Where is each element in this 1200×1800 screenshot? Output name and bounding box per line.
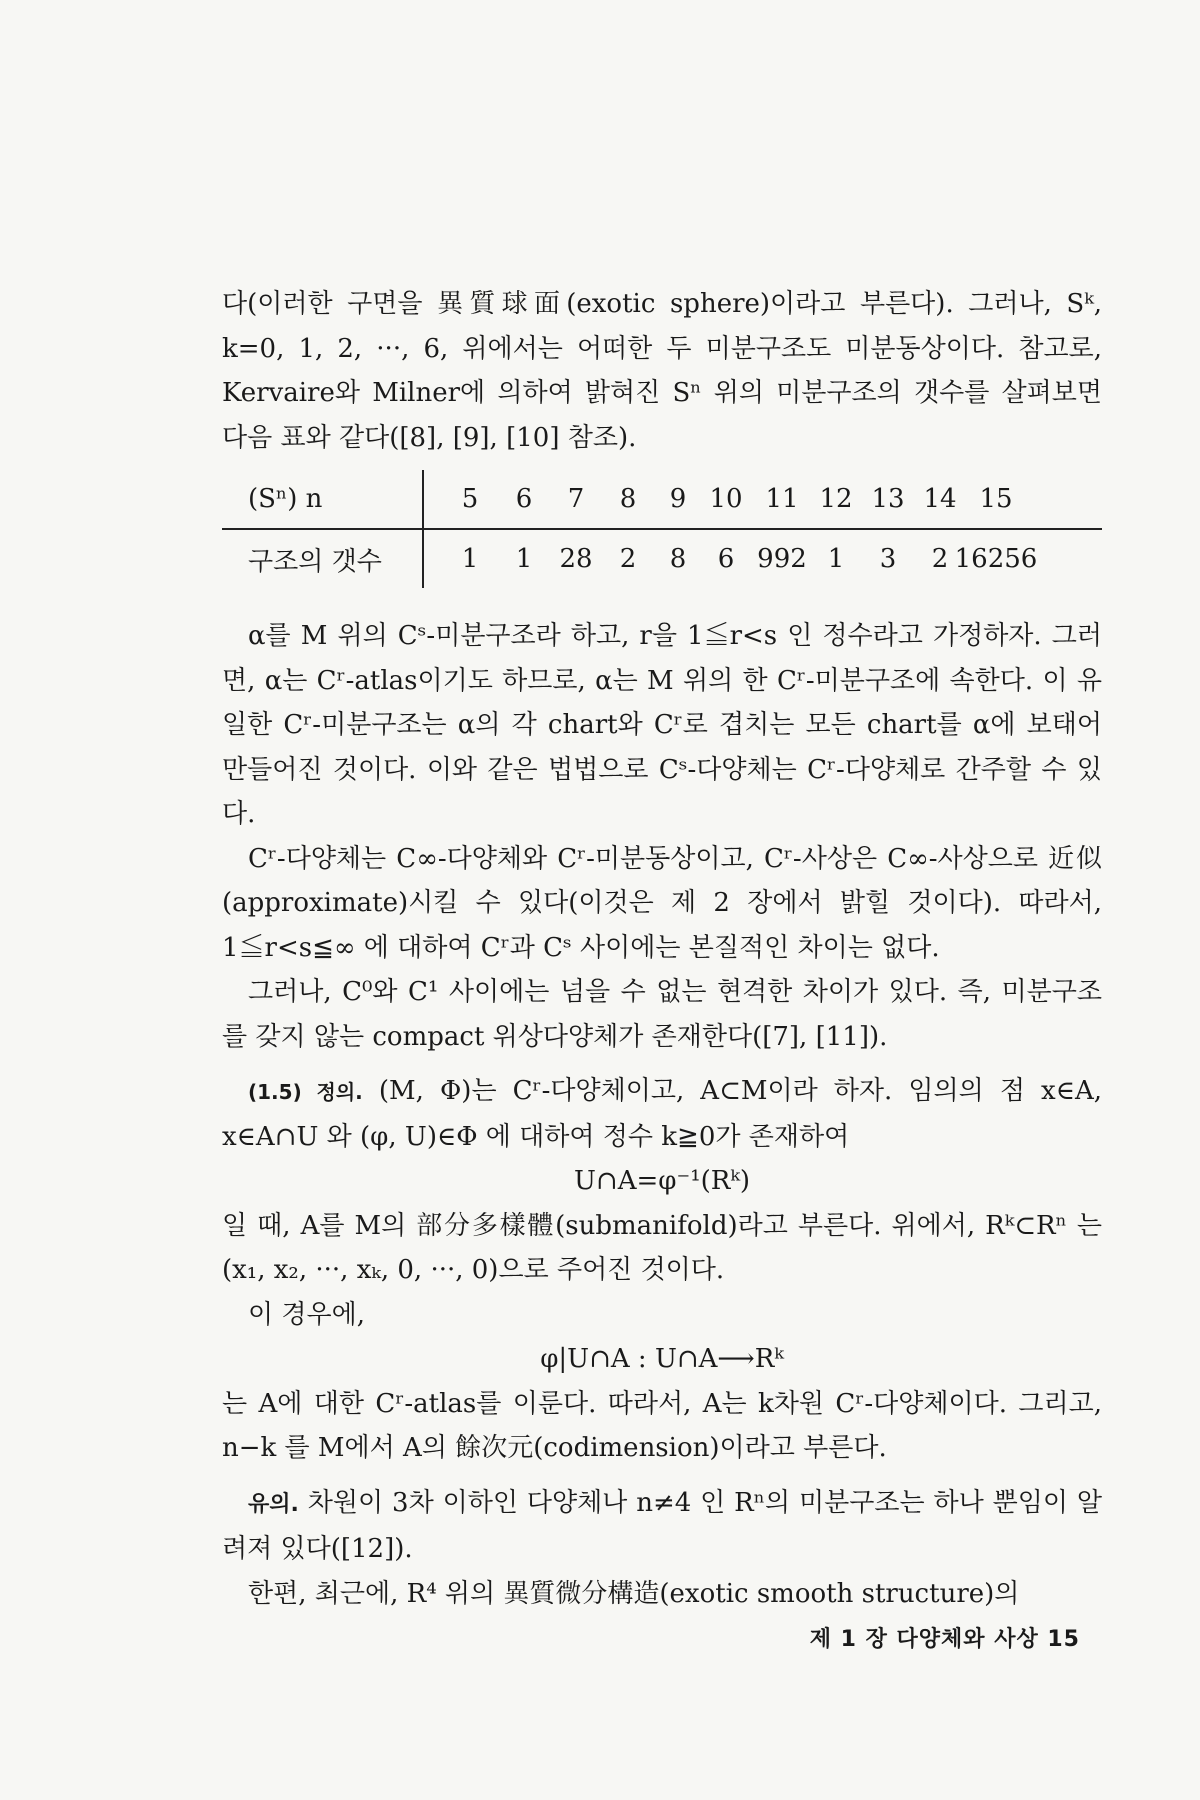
table-cell: 15 [979,484,1013,514]
table-header-row [222,470,1102,530]
table-cell: 2 [619,544,637,574]
table-cell: 3 [879,544,897,574]
table-row-label: 구조의 갯수 [222,530,424,588]
paragraph: 한편, 최근에, R⁴ 위의 異質微分構造(exotic smooth structure)의 [248,1578,1020,1609]
table-header-label: (Sⁿ) n [222,470,424,528]
definition-text: (M, Φ)는 Cʳ-다양체이고, A⊂M이라 하자. 임의의 점 x∈A, x∈A∩U 와 (φ, U)∈Φ 에 대하여 정수 k≧0가 존재하여 [222,1076,1103,1152]
table-cell: 8 [669,544,687,574]
formula: φ|U∩A : U∩A⟶Rᵏ [540,1344,784,1374]
paragraph: Cʳ-다양체는 C∞-다양체와 Cʳ-미분동상이고, Cʳ-사상은 C∞-사상으로 近似(approximate)시킬 수 있다(이것은 제 2 장에서 밝힐 것이다). 따라서, 1≦r<s≦∞ 에 대하여 Cʳ과 Cˢ 사이에는 본질적인 차이는 없다. [222,843,1102,963]
table-cell: 9 [669,484,687,514]
paragraph: 그러나, C⁰와 C¹ 사이에는 넘을 수 없는 현격한 차이가 있다. 즉, 미분구조를 갖지 않는 compact 위상다양체가 존재한다([7], [11]). [222,977,1102,1052]
table-cell: 16256 [954,544,1038,574]
page-footer: 제 1 장 다양체와 사상 15 [809,1627,1080,1652]
table-cell: 1 [515,544,533,574]
definition-label: (1.5) 정의. [248,1080,363,1104]
table-cell: 28 [559,544,593,574]
table-cell: 1 [461,544,479,574]
paragraph: 일 때, A를 M의 部分多樣體(submanifold)라고 부른다. 위에서, Rᵏ⊂Rⁿ 는 (x₁, x₂, ···, xₖ, 0, ···, 0)으로 주어진 것이다. [222,1210,1102,1285]
table-cell: 2 [931,544,949,574]
table-cell: 1 [827,544,845,574]
table-cell: 6 [515,484,533,514]
formula: U∩A=φ⁻¹(Rᵏ) [574,1166,750,1196]
table-cell: 992 [757,544,807,574]
table-cell: 13 [871,484,905,514]
structure-count-table [222,470,1102,588]
note-text: 차원이 3차 이하인 다양체나 n≠4 인 Rⁿ의 미분구조는 하나 뿐임이 알려져 있다([12]). [222,1487,1103,1564]
note-label: 유의. [248,1491,299,1517]
intro-text [222,282,1102,460]
table-cell: 6 [717,544,735,574]
table-cell: 12 [819,484,853,514]
paragraph: 는 A에 대한 Cʳ-atlas를 이룬다. 따라서, A는 k차원 Cʳ-다양체이다. 그리고, n−k 를 M에서 A의 餘次元(codimension)이라고 부른다. [222,1388,1102,1463]
note-paragraph [222,1481,1102,1572]
table-cell: 8 [619,484,637,514]
table-cell: 14 [923,484,957,514]
definition-paragraph [222,1069,1102,1159]
table-cell: 5 [461,484,479,514]
table-data-row [222,530,1102,588]
table-cell: 10 [709,484,743,514]
paragraph: α를 M 위의 Cˢ-미분구조라 하고, r을 1≦r<s 인 정수라고 가정하자. 그러면, α는 Cʳ-atlas이기도 하므로, α는 M 위의 한 Cʳ-미분구조에 속한다. 이 유일한 Cʳ-미분구조는 α의 각 chart와 Cʳ로 겹치는 모든 chart를 α에 보태어 만들어진 것이다. 이와 같은 법법으로 Cˢ-다양체는 Cʳ-다양체로 간주할 수 있다. [222,621,1102,829]
table-cell: 7 [567,484,585,514]
paragraph: 이 경우에, [248,1299,365,1330]
main-text [222,614,1102,1616]
paragraph: 다(이러한 구면을 異質球面(exotic sphere)이라고 부른다). 그러나, Sᵏ, k=0, 1, 2, ···, 6, 위에서는 어떠한 두 미분구조도 미분동상이다. 참고로, Kervaire와 Milner에 의하여 밝혀진 Sⁿ 위의 미분구조의 갯수를 살펴보면 다음 표와 같다([8], [9], [10] 참조). [222,289,1102,453]
table-cell: 11 [765,484,799,514]
